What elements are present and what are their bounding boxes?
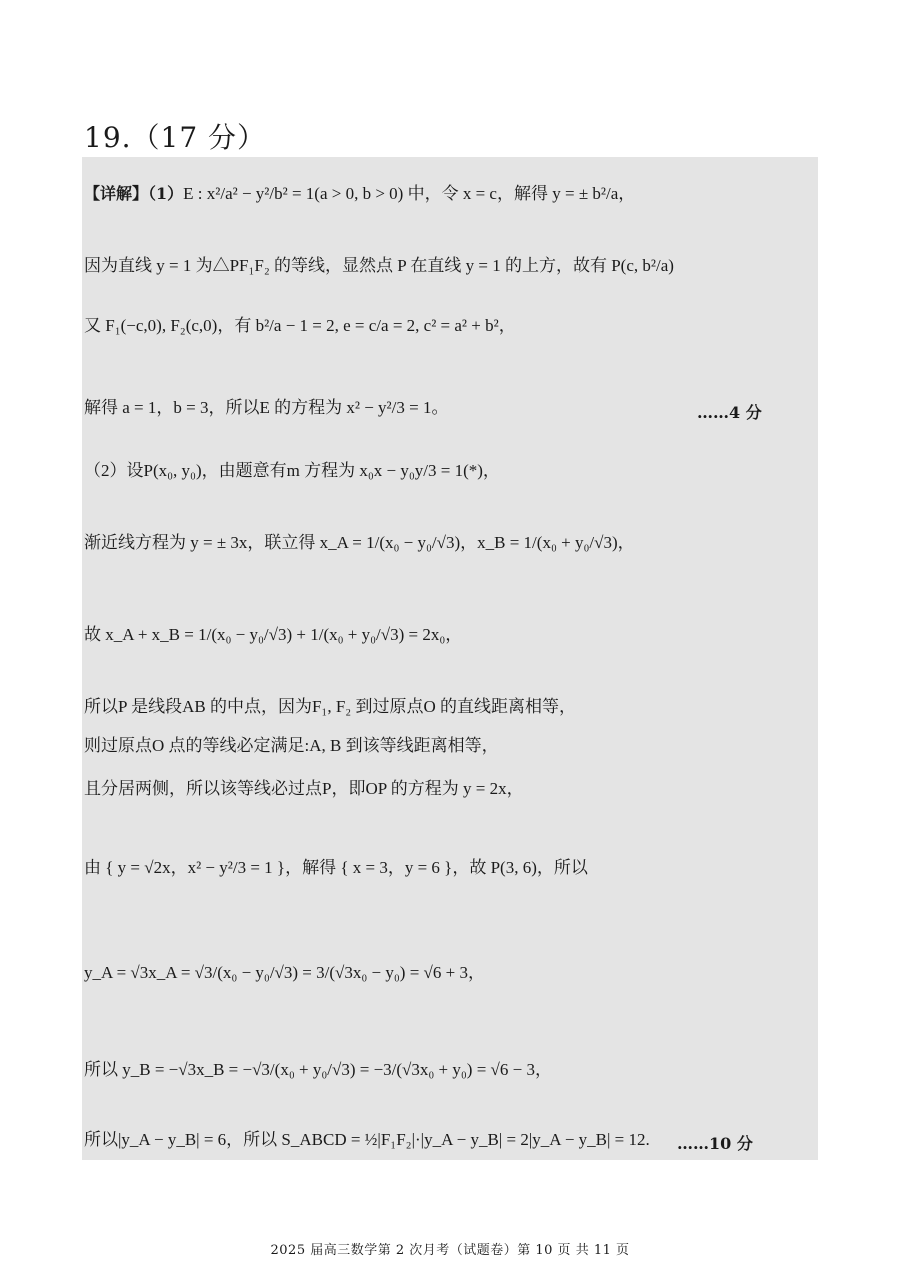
solution-text-4: 解得 a = 1，b = 3，所以E 的方程为 x² − y²/3 = 1。	[84, 398, 449, 417]
score-marker-4: ……4 分	[697, 403, 762, 422]
solution-text-14: 所以|y_A − y_B| = 6，所以 S_ABCD = ½|F₁F₂|·|y_A − y_B| = 2|y_A − y_B| = 12.	[84, 1130, 650, 1149]
solution-text-9: 则过原点O 点的等线必定满足:A, B 到该等线距离相等，	[84, 736, 499, 755]
solution-text-12: y_A = √3x_A = √3/(x₀ − y₀/√3) = 3/(√3x₀ − y₀) = √6 + 3，	[84, 963, 485, 982]
solution-line-2	[84, 256, 674, 276]
solution-text-10: 且分居两侧，所以该等线必过点P，即OP 的方程为 y = 2x，	[84, 779, 524, 798]
solution-line-14	[84, 1130, 650, 1150]
solution-text-13: 所以 y_B = −√3x_B = −√3/(x₀ + y₀/√3) = −3/(√3x₀ + y₀) = √6 − 3，	[84, 1060, 552, 1079]
solution-line-5	[84, 461, 500, 481]
detail-label: 【详解】（1）	[84, 184, 184, 203]
solution-text-5: （2）设P(x₀, y₀)，由题意有m 方程为 x₀x − y₀y/3 = 1(*)，	[84, 461, 500, 480]
solution-panel	[82, 157, 818, 1160]
question-heading: 19.（17 分）	[84, 121, 267, 154]
solution-line-6	[84, 533, 635, 553]
solution-line-13	[84, 1060, 552, 1080]
solution-line-10	[84, 779, 524, 799]
solution-text-3: 又 F₁(−c,0), F₂(c,0)，有 b²/a − 1 = 2, e = c/a = 2, c² = a² + b²，	[84, 316, 516, 335]
solution-line-4	[84, 398, 448, 418]
solution-text-7: 故 x_A + x_B = 1/(x₀ − y₀/√3) + 1/(x₀ + y₀/√3) = 2x₀，	[84, 625, 463, 644]
score-marker-10: ……10 分	[677, 1134, 753, 1153]
solution-line-9	[84, 736, 499, 756]
solution-text-2: 因为直线 y = 1 为△PF₁F₂ 的等线，显然点 P 在直线 y = 1 的上方，故有 P(c, b²/a)	[84, 256, 674, 275]
solution-line-7	[84, 625, 462, 645]
solution-text-6: 渐近线方程为 y = ± 3x，联立得 x_A = 1/(x₀ − y₀/√3)，x_B = 1/(x₀ + y₀/√3)，	[84, 533, 635, 552]
solution-text-11: 由 { y = √2x，x² − y²/3 = 1 }，解得 { x = 3，y = 6 }，故 P(3, 6)，所以	[84, 858, 588, 877]
solution-line-1	[84, 184, 635, 204]
solution-line-3	[84, 316, 516, 336]
solution-line-12	[84, 963, 485, 983]
page-footer: 2025 届高三数学第 2 次月考（试题卷）第 10 页 共 11 页	[270, 1243, 630, 1258]
solution-text-8: 所以P 是线段AB 的中点，因为F₁, F₂ 到过原点O 的直线距离相等，	[84, 697, 576, 716]
solution-line-11	[84, 858, 588, 878]
solution-text-1: E : x²/a² − y²/b² = 1(a > 0, b > 0) 中，令 x = c，解得 y = ± b²/a，	[183, 184, 636, 203]
solution-line-8	[84, 697, 576, 717]
